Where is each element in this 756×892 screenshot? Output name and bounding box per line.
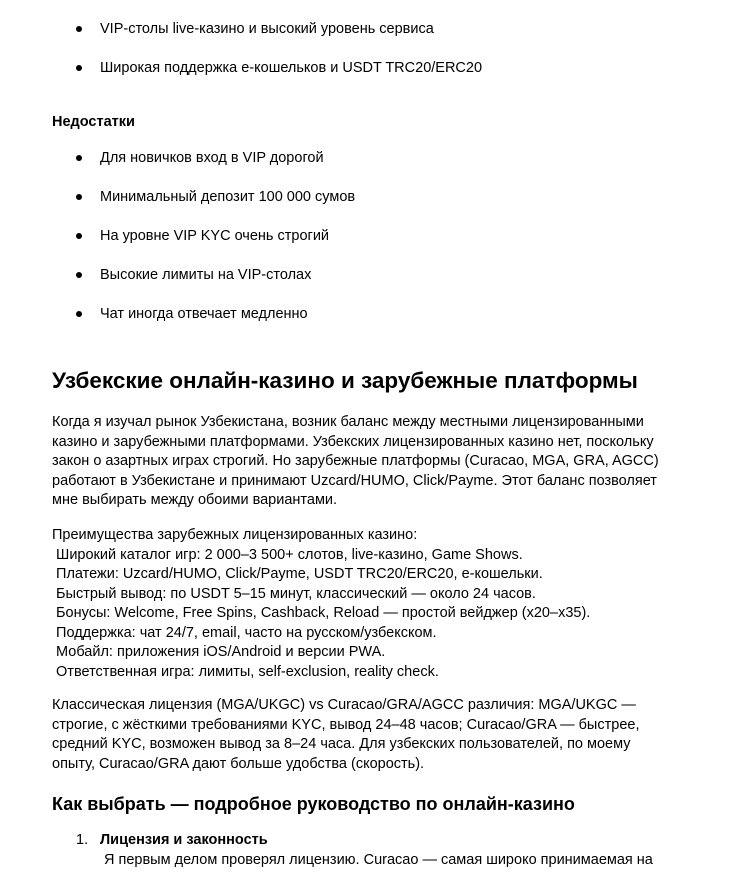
guide-title: Как выбрать — подробное руководство по онлайн-казино (52, 794, 575, 814)
paragraph-line: Когда я изучал рынок Узбекистана, возник баланс между местными лицензированными (52, 414, 644, 430)
paragraph-line: работают в Узбекистане и принимают Uzcard/HUMO, Click/Payme. Этот баланс позволяет (52, 472, 657, 489)
bullet-dot-icon (76, 26, 82, 32)
paragraph-line: строгие, с жёсткими требованиями KYC, вывод 24–48 часов; Curacao/GRA — быстрее, (52, 716, 640, 733)
paragraph-line: средний KYC, возможен вывод за 8–24 часа. Для узбекских пользователей, по моему (52, 736, 631, 752)
bullet-dot-icon (76, 65, 82, 71)
list-item-body: Я первым делом проверял лицензию. Curacao — самая широко принимаемая на (104, 852, 653, 868)
bullet-dot-icon (76, 194, 82, 200)
paragraph-line: Ответственная игра: лимиты, self-exclusion, reality check. (52, 663, 439, 680)
list-item-text: На уровне VIP KYC очень строгий (100, 228, 330, 244)
list-item-text: Для новичков вход в VIP дорогой (100, 150, 324, 166)
list-item-text: Широкая поддержка e-кошельков и USDT TRC20/ERC20 (100, 60, 483, 76)
paragraph-line: Классическая лицензия (MGA/UKGC) vs Curacao/GRA/AGCC различия: MGA/UKGC — (52, 697, 636, 713)
bullet-dot-icon (76, 272, 82, 278)
list-item-text: Чат иногда отвечает медленно (100, 306, 308, 322)
advantages-paragraph (52, 526, 712, 682)
paragraph-line: опыту, Curacao/GRA дают больше удобства (скорость). (52, 755, 425, 772)
list-item-text: Высокие лимиты на VIP-столах (100, 267, 312, 283)
list-item-title: Лицензия и законность (100, 832, 268, 848)
cons-heading: Недостатки (52, 114, 135, 130)
paragraph-line: закон о азартных играх строгий. Но зарубежные платформы (Curacao, MGA, GRA, AGCC) (52, 453, 659, 469)
license-paragraph (52, 696, 712, 774)
paragraph-line: Преимущества зарубежных лицензированных казино: (52, 527, 418, 543)
paragraph-line: Широкий каталог игр: 2 000–3 500+ слотов, live-казино, Game Shows. (52, 546, 523, 563)
list-item-text: Минимальный депозит 100 000 сумов (100, 189, 356, 205)
paragraph-line: мне выбирать между обоими вариантами. (52, 492, 338, 508)
bullet-dot-icon (76, 155, 82, 161)
intro-paragraph (52, 413, 712, 511)
list-number: 1. (76, 832, 89, 848)
paragraph-line: Мобайл: приложения iOS/Android и версии PWA. (52, 644, 386, 660)
list-item-text: VIP-столы live-казино и высокий уровень сервиса (100, 21, 434, 37)
paragraph-line: Бонусы: Welcome, Free Spins, Cashback, Reload — простой вейджер (x20–x35). (52, 605, 591, 621)
paragraph-line: Платежи: Uzcard/HUMO, Click/Payme, USDT TRC20/ERC20, e-кошельки. (52, 566, 543, 582)
paragraph-line: казино и зарубежными платформами. Узбекских лицензированных казино нет, поскольку (52, 433, 654, 450)
bullet-dot-icon (76, 311, 82, 317)
paragraph-line: Поддержка: чат 24/7, email, часто на русском/узбекском. (52, 624, 437, 641)
section-title: Узбекские онлайн-казино и зарубежные платформы (52, 368, 638, 393)
bullet-dot-icon (76, 233, 82, 239)
paragraph-line: Быстрый вывод: по USDT 5–15 минут, классический — около 24 часов. (52, 585, 536, 602)
